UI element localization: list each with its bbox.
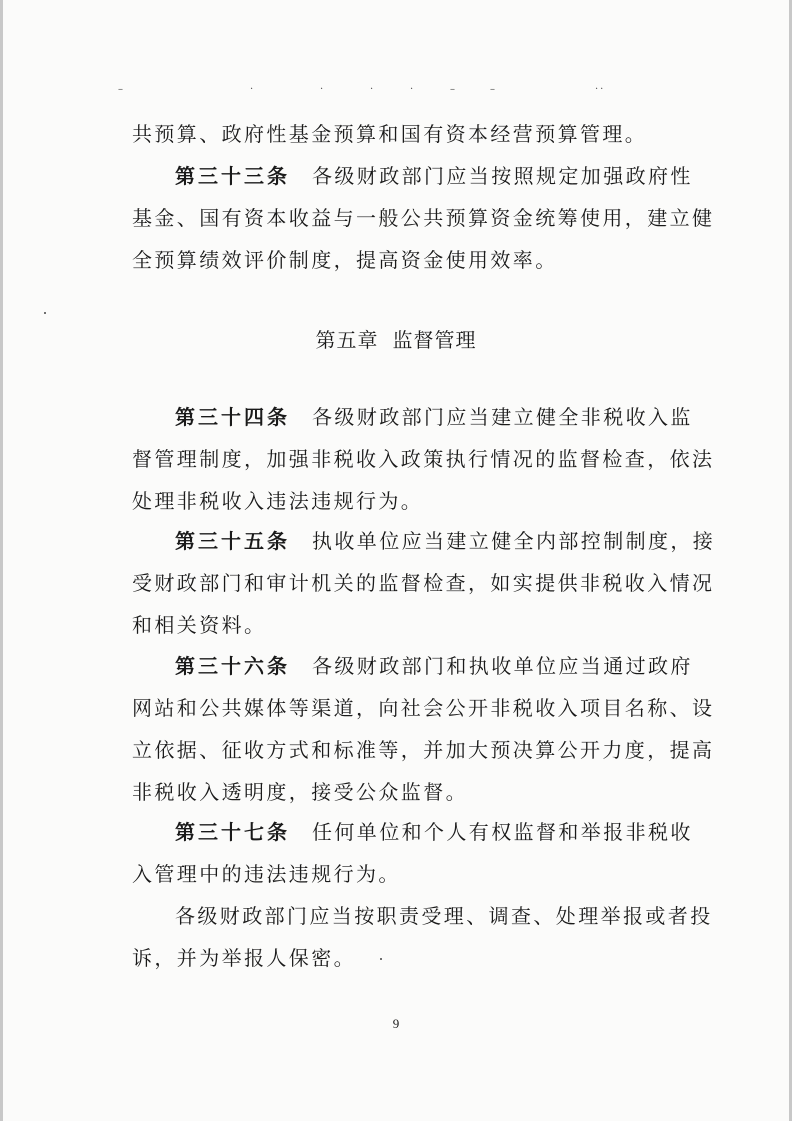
text-line-18: 诉，并为举报人保密。 — [132, 946, 356, 970]
article-34-label: 第三十四条 — [175, 405, 290, 429]
text-line-10: 和相关资料。 — [132, 613, 267, 637]
article-35-line-1 — [175, 529, 735, 553]
text-line-3: 基金、国有资本收益与一般公共预算资金统筹使用，建立健 — [132, 206, 715, 230]
article-33-line-1 — [175, 164, 735, 188]
text-line-12: 网站和公共媒体等渠道，向社会公开非税收入项目名称、设 — [132, 696, 715, 720]
article-37-line-1 — [175, 820, 735, 844]
article-33-text: 各级财政部门应当按照规定加强政府性 — [312, 164, 693, 188]
scan-border-left — [0, 0, 3, 1121]
text-line-1: 共预算、政府性基金预算和国有资本经营预算管理。 — [132, 122, 648, 146]
text-line-4: 全预算绩效评价制度，提高资金使用效率。 — [132, 248, 558, 272]
article-35-label: 第三十五条 — [175, 529, 290, 553]
article-36-text: 各级财政部门和执收单位应当通过政府 — [312, 654, 693, 678]
article-34-text: 各级财政部门应当建立健全非税收入监 — [312, 405, 693, 429]
text-line-16: 入管理中的违法违规行为。 — [132, 862, 401, 886]
scan-speck — [44, 312, 46, 314]
article-34-line-1 — [175, 405, 735, 429]
text-line-7: 处理非税收入违法违规行为。 — [132, 489, 424, 513]
article-36-line-1 — [175, 654, 735, 678]
chapter-heading — [0, 324, 792, 353]
article-37-label: 第三十七条 — [175, 820, 290, 844]
text-line-13: 立依据、征收方式和标准等，并加大预决算公开力度，提高 — [132, 738, 715, 762]
chapter-title: 监督管理 — [392, 328, 477, 352]
article-33-label: 第三十三条 — [175, 164, 290, 188]
text-line-9: 受财政部门和审计机关的监督检查，如实提供非税收入情况 — [132, 571, 715, 595]
scan-artifacts: – · · · · – – ·· — [118, 84, 606, 95]
text-line-14: 非税收入透明度，接受公众监督。 — [132, 780, 468, 804]
article-35-text: 执收单位应当建立健全内部控制制度，接 — [312, 529, 716, 553]
article-36-label: 第三十六条 — [175, 654, 290, 678]
article-37-text: 任何单位和个人有权监督和举报非税收 — [312, 820, 693, 844]
page-number: 9 — [392, 1016, 400, 1031]
text-line-6: 督管理制度，加强非税收入政策执行情况的监督检查，依法 — [132, 447, 715, 471]
text-line-17: 各级财政部门应当按职责受理、调查、处理举报或者投 — [175, 904, 713, 928]
chapter-number: 第五章 — [315, 328, 379, 352]
